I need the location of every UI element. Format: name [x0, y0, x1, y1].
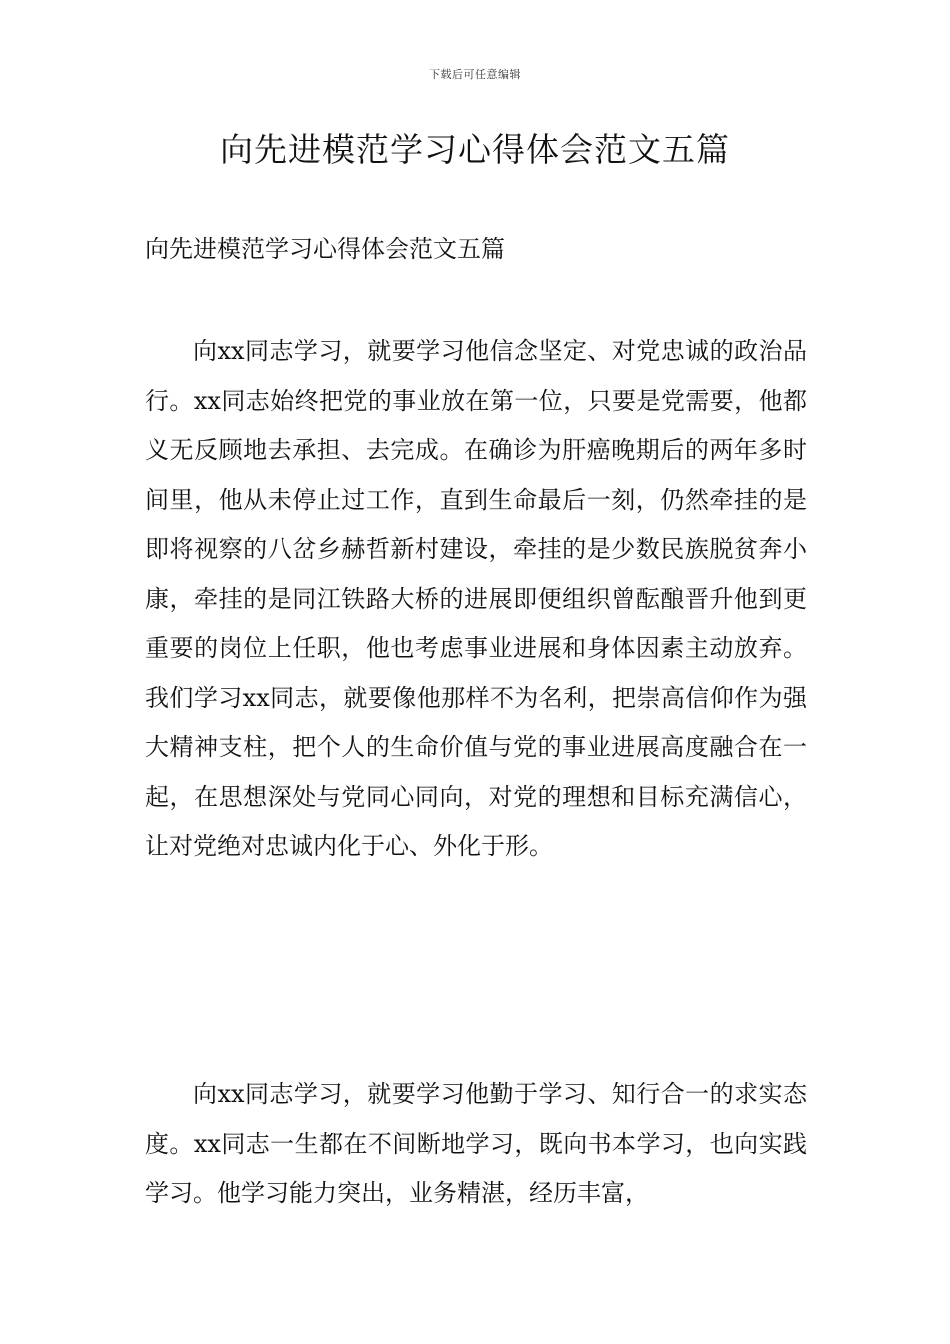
document-title: 向先进模范学习心得体会范文五篇: [220, 130, 730, 169]
paragraph-2: 向xx同志学习，就要学习他勤于学习、知行合一的求实态度。xx同志一生都在不间断地学习，既向书本学习，也向实践学习。他学习能力突出，业务精湛，经历丰富，: [145, 1080, 807, 1207]
paragraph-1: 向xx同志学习，就要学习他信念坚定、对党忠诚的政治品行。xx同志始终把党的事业放在第一位，只要是党需要，他都义无反顾地去承担、去完成。在确诊为肝癌晚期后的两年多时间里，他从未停止过工作，直到生命最后一刻，仍然牵挂的是即将视察的八岔乡赫哲新村建设，牵挂的是少数民族脱贫奔小康，牵挂的是同江铁路大桥的进展即便组织曾酝酿晋升他到更重要的岗位上任职，他也考虑事业进展和身体因素主动放弃。我们学习xx同志，就要像他那样不为名利，把崇高信仰作为强大精神支柱，把个人的生命价值与党的事业进展高度融合在一起，在思想深处与党同心同向，对党的理想和目标充满信心，让对党绝对忠诚内化于心、外化于形。: [145, 337, 807, 860]
document-subtitle: 向先进模范学习心得体会范文五篇: [145, 235, 505, 263]
header-note: 下载后可任意编辑: [429, 68, 521, 81]
